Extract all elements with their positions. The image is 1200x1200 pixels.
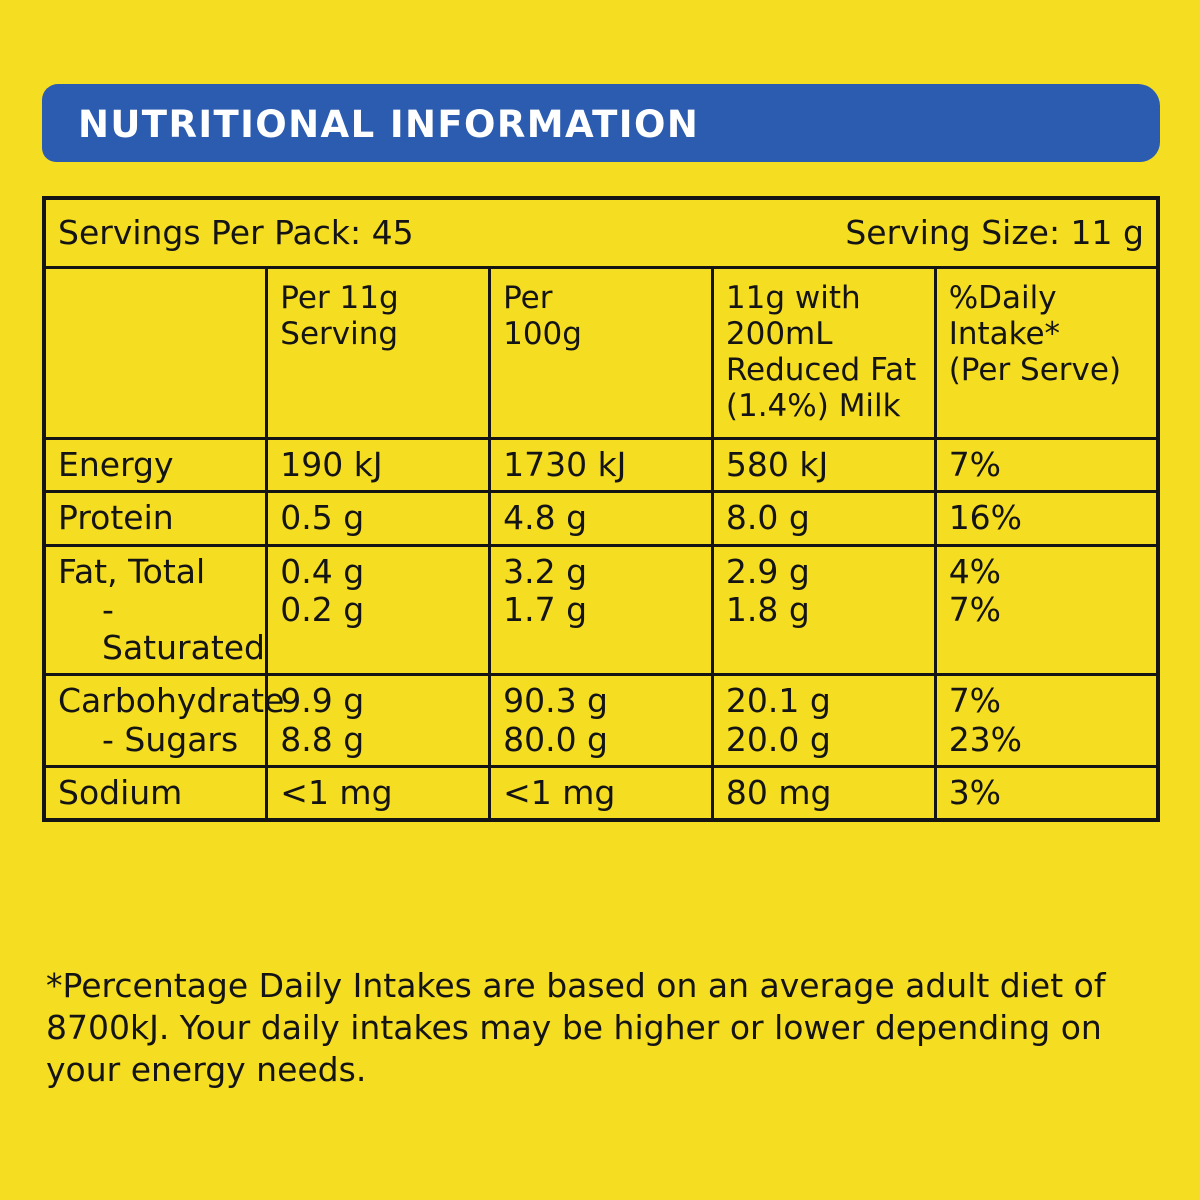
carbohydrate-per-100g: 90.3 g — [503, 681, 609, 721]
header-blank — [44, 268, 267, 439]
table-row — [44, 439, 1158, 492]
table-row — [44, 545, 1158, 675]
sugars-per-100g: 80.0 g — [503, 719, 609, 759]
header-per-100g-line2: 100g — [503, 316, 582, 353]
header-daily-intake-line1: %Daily — [948, 280, 1057, 317]
carbohydrate-daily-intake-cell — [935, 675, 1158, 767]
header-daily-intake-line3: (Per Serve) — [948, 352, 1122, 389]
fat-daily-intake: 4% — [948, 551, 1002, 591]
sodium-per-100g: <1 mg — [490, 766, 713, 820]
energy-per-100g: 1730 kJ — [490, 439, 713, 492]
nutrition-table — [42, 196, 1160, 822]
fat-per-100g-cell — [490, 545, 713, 675]
carbohydrate-daily-intake: 7% — [948, 681, 1002, 721]
header-per-serving-line1: Per 11g — [280, 280, 399, 317]
protein-per-100g: 4.8 g — [490, 492, 713, 545]
protein-with-milk: 8.0 g — [712, 492, 935, 545]
table-row — [44, 766, 1158, 820]
header-per-serving — [267, 268, 490, 439]
header-daily-intake — [935, 268, 1158, 439]
saturated-daily-intake: 7% — [948, 589, 1002, 629]
carbohydrate-with-milk-cell — [712, 675, 935, 767]
header-with-milk — [712, 268, 935, 439]
energy-with-milk: 580 kJ — [712, 439, 935, 492]
header-per-serving-line2: Serving — [280, 316, 399, 353]
serving-size: Serving Size: 11 g — [845, 213, 1144, 252]
header-per-100g-line1: Per — [503, 280, 553, 317]
fat-with-milk-cell — [712, 545, 935, 675]
saturated-per-serving: 0.2 g — [280, 589, 365, 629]
sugars-label: - Sugars — [102, 719, 239, 759]
energy-per-serving: 190 kJ — [267, 439, 490, 492]
saturated-per-100g: 1.7 g — [503, 589, 588, 629]
protein-daily-intake: 16% — [935, 492, 1158, 545]
header-per-100g — [490, 268, 713, 439]
carbohydrate-label: Carbohydrate — [58, 681, 285, 721]
table-header-row — [44, 268, 1158, 439]
table-row — [44, 492, 1158, 545]
sodium-with-milk: 80 mg — [712, 766, 935, 820]
sugars-with-milk: 20.0 g — [725, 719, 831, 759]
energy-daily-intake: 7% — [935, 439, 1158, 492]
servings-cell — [44, 198, 1158, 268]
header-daily-intake-line2: Intake* — [948, 316, 1061, 353]
servings-row — [44, 198, 1158, 268]
fat-label: Fat, Total — [58, 551, 206, 591]
saturated-with-milk: 1.8 g — [725, 589, 810, 629]
carbohydrate-per-100g-cell — [490, 675, 713, 767]
fat-daily-intake-cell — [935, 545, 1158, 675]
row-label-energy: Energy — [44, 439, 267, 492]
header-with-milk-line2: Reduced Fat — [725, 352, 917, 389]
row-label-carbohydrate — [44, 675, 285, 767]
carbohydrate-with-milk: 20.1 g — [725, 681, 831, 721]
sodium-daily-intake: 3% — [935, 766, 1158, 820]
row-label-fat — [44, 545, 267, 675]
header-with-milk-line1: 11g with 200mL — [725, 280, 861, 353]
fat-with-milk: 2.9 g — [725, 551, 810, 591]
protein-per-serving: 0.5 g — [267, 492, 490, 545]
fat-per-serving: 0.4 g — [280, 551, 365, 591]
servings-per-pack: Servings Per Pack: 45 — [58, 213, 414, 252]
sodium-per-serving: <1 mg — [267, 766, 490, 820]
row-label-sodium: Sodium — [44, 766, 267, 820]
fat-per-100g: 3.2 g — [503, 551, 588, 591]
table-row — [44, 675, 1158, 767]
sugars-daily-intake: 23% — [948, 719, 1023, 759]
fat-saturated-label: - Saturated — [102, 589, 266, 668]
daily-intake-footnote: *Percentage Daily Intakes are based on an average adult diet of 8700kJ. Your daily intakes may be higher or lower depending on your energy needs. — [46, 966, 1106, 1090]
carbohydrate-per-serving: 9.9 g — [280, 681, 365, 721]
page-title: NUTRITIONAL INFORMATION — [78, 103, 700, 146]
fat-per-serving-cell — [267, 545, 490, 675]
row-label-protein: Protein — [44, 492, 267, 545]
sugars-per-serving: 8.8 g — [280, 719, 365, 759]
carbohydrate-per-serving-cell — [267, 675, 490, 767]
header-with-milk-line3: (1.4%) Milk — [725, 388, 901, 425]
